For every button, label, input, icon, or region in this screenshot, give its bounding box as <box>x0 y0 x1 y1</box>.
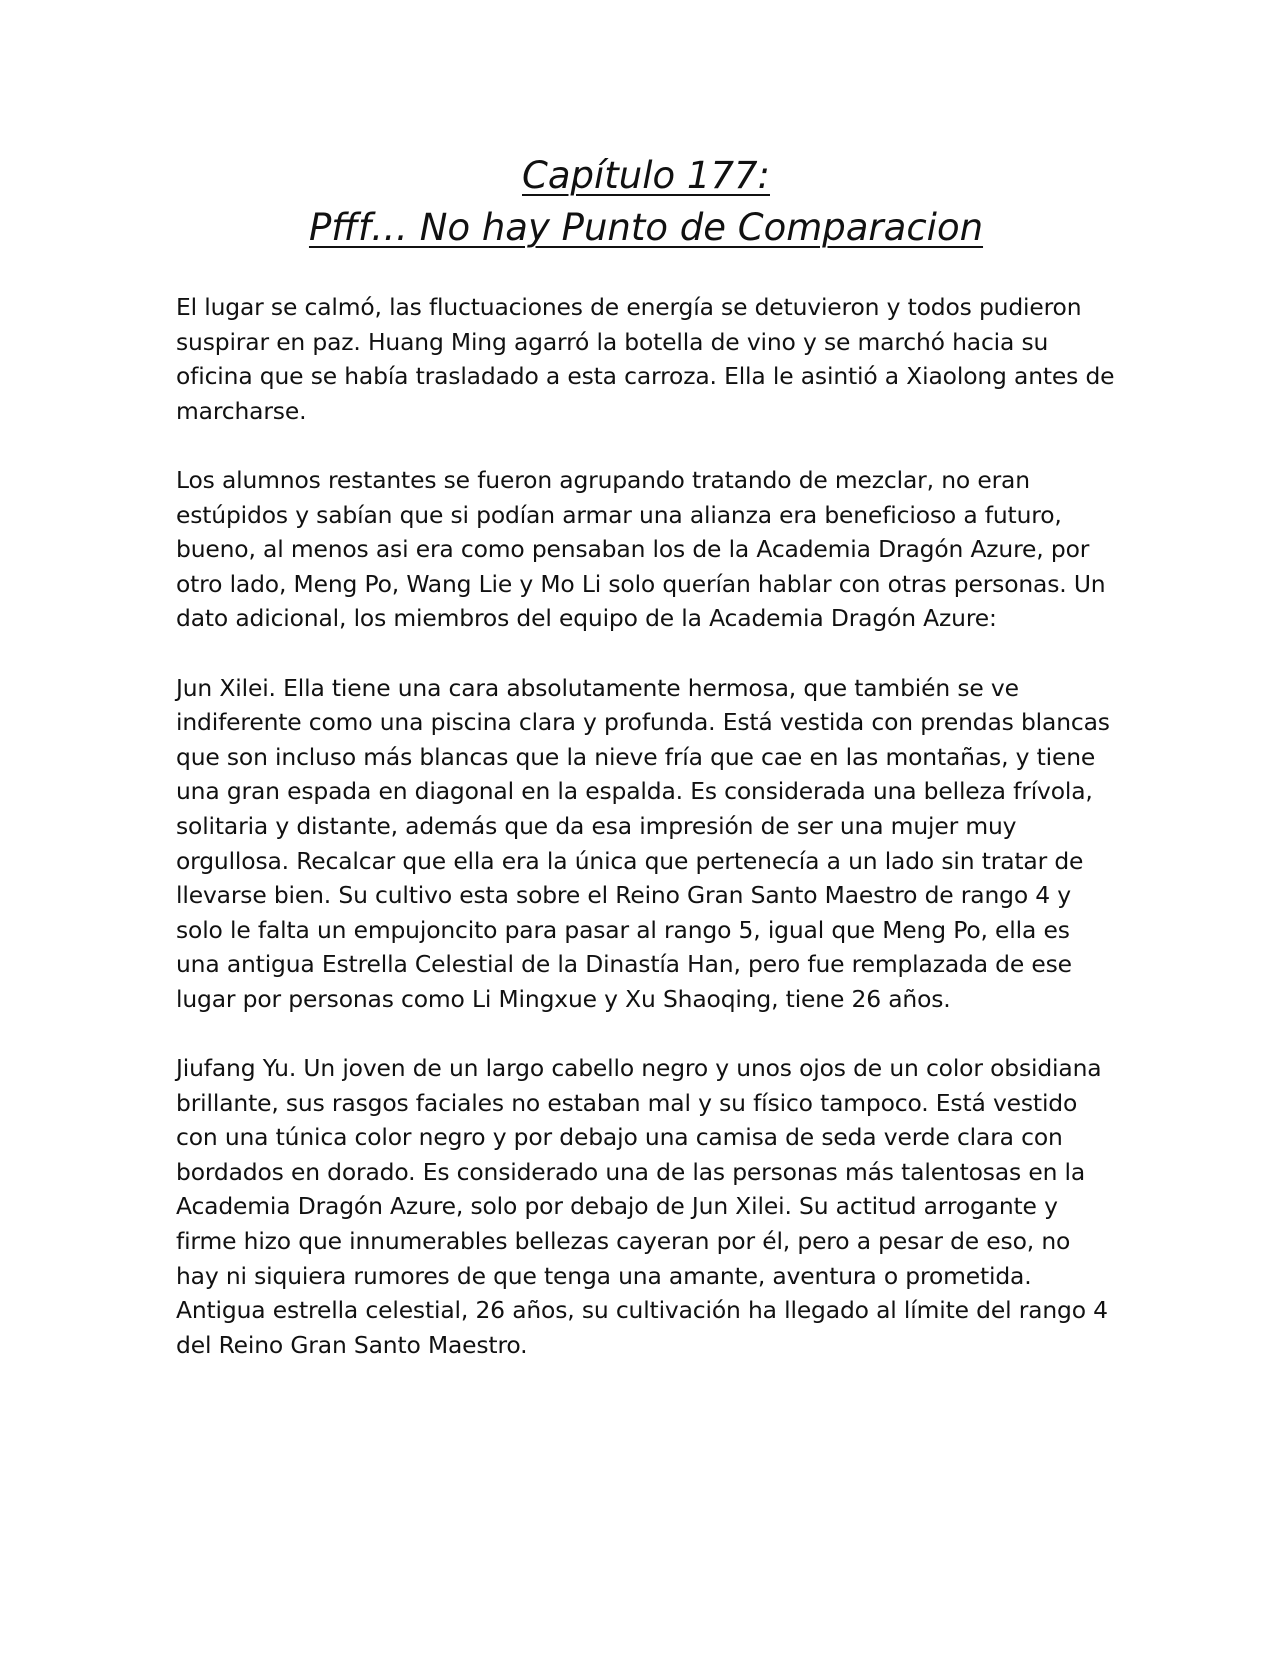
chapter-name: Pfff… No hay Punto de Comparacion <box>308 206 984 249</box>
chapter-number-line <box>176 150 1116 202</box>
paragraph-intro: El lugar se calmó, las fluctuaciones de energía se detuvieron y todos pudieron suspirar en paz. Huang Ming agarró la botella de vino y se marchó hacia su oficina que se había trasladado a esta carroza. Ella le asintió a Xiaolong antes de marcharse. <box>176 293 1115 425</box>
paragraph-alliance: Los alumnos restantes se fueron agrupando tratando de mezclar, no eran estúpidos y sabían que si podían armar una alianza era beneficioso a futuro, bueno, al menos asi era como pensaban los de la Academia Dragón Azure, por otro lado, Meng Po, Wang Lie y Mo Li solo querían hablar con otras personas. Un dato adicional, los miembros del equipo de la Academia Dragón Azure: <box>176 465 1106 633</box>
paragraph-jiufang-yu: Jiufang Yu. Un joven de un largo cabello negro y unos ojos de un color obsidiana brillante, sus rasgos faciales no estaban mal y su físico tampoco. Está vestido con una túnica color negro y por debajo una camisa de seda verde clara con bordados en dorado. Es considerado una de las personas más talentosas en la Academia Dragón Azure, solo por debajo de Jun Xilei. Su actitud arrogante y firme hizo que innumerables bellezas cayeran por él, pero a pesar de eso, no hay ni siquiera rumores de que tenga una amante, aventura o prometida. Antigua estrella celestial, 26 años, su cultivación ha llegado al límite del rango 4 del Reino Gran Santo Maestro. <box>176 1054 1108 1359</box>
paragraph-jun-xilei: Jun Xilei. Ella tiene una cara absolutamente hermosa, que también se ve indiferente como una piscina clara y profunda. Está vestida con prendas blancas que son incluso más blancas que la nieve fría que cae en las montañas, y tiene una gran espada en diagonal en la espalda. Es considerada una belleza frívola, solitaria y distante, además que da esa impresión de ser una mujer muy orgullosa. Recalcar que ella era la única que pertenecía a un lado sin tratar de llevarse bien. Su cultivo esta sobre el Reino Gran Santo Maestro de rango 4 y solo le falta un empujoncito para pasar al rango 5, igual que Meng Po, ella es una antigua Estrella Celestial de la Dinastía Han, pero fue remplazada de ese lugar por personas como Li Mingxue y Xu Shaoqing, tiene 26 años. <box>176 673 1110 1013</box>
chapter-number: Capítulo 177: <box>522 154 770 197</box>
chapter-title <box>176 150 1116 254</box>
document-page <box>176 150 1116 1397</box>
chapter-name-line <box>176 202 1116 254</box>
